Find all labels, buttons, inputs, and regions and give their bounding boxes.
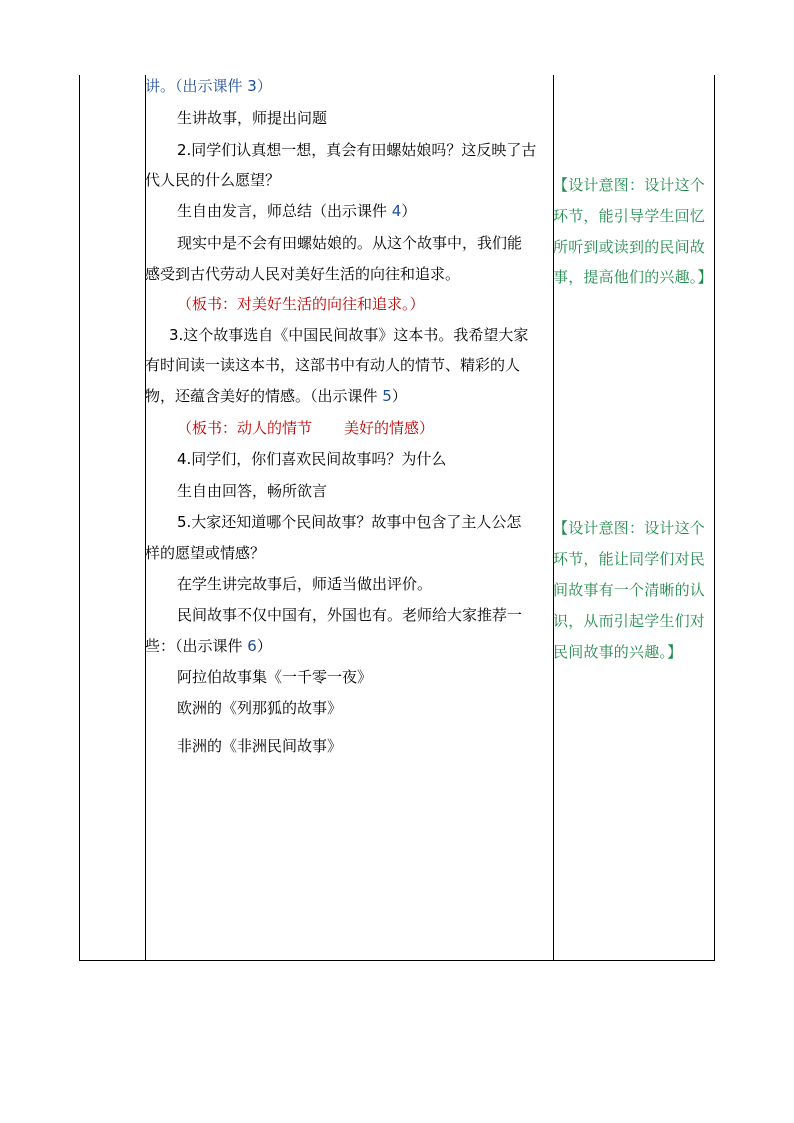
book-recommendation: 欧洲的《列那狐的故事》 [177, 699, 343, 717]
table-column-divider-1 [145, 75, 146, 961]
text-line: 有时间读一读这本书，这部书中有动人的情节、精彩的人 [145, 356, 521, 374]
text-line: 现实中是不会有田螺姑娘的。从这个故事中，我们能 [177, 234, 523, 252]
design-note-line: 环节，能引导学生回忆 [553, 207, 706, 225]
question-2: 2.同学们认真想一想，真会有田螺姑娘吗？这反映了古 [177, 141, 537, 159]
text-line: 代人民的什么愿望？ [145, 171, 281, 189]
text-line: 生自由发言，师总结（出示课件 4） [177, 202, 417, 220]
text-line: 样的愿望或情感？ [145, 544, 266, 562]
text-line: 在学生讲完故事后，师适当做出评价。 [177, 575, 433, 593]
text-line: 讲。（出示课件 3） [145, 77, 272, 95]
design-note-line: 事，提高他们的兴趣。】 [553, 268, 713, 286]
text-line: 感受到古代劳动人民对美好生活的向往和追求。 [145, 265, 461, 283]
design-note-line: 环节，能让同学们对民 [553, 550, 706, 568]
question-3: 3.这个故事选自《中国民间故事》这本书。我希望大家 [169, 326, 529, 344]
text-line: 民间故事不仅中国有，外国也有。老师给大家推荐一 [177, 606, 523, 624]
design-note-line: 间故事有一个清晰的认 [553, 581, 706, 599]
design-note-line: 识，从而引起学生们对 [553, 612, 706, 630]
table-left-border [79, 75, 80, 961]
book-recommendation: 阿拉伯故事集《一千零一夜》 [177, 668, 373, 686]
book-recommendation: 非洲的《非洲民间故事》 [177, 737, 343, 755]
design-note-line: 民间故事的兴趣。】 [553, 643, 683, 661]
text-line: 物，还蕴含美好的情感。（出示课件 5） [145, 387, 407, 405]
question-5: 5.大家还知道哪个民间故事？故事中包含了主人公怎 [177, 513, 522, 531]
text-line: 生自由回答，畅所欲言 [177, 482, 328, 500]
text-line: 些：（出示课件 6） [145, 637, 272, 655]
design-note-line: 【设计意图：设计这个 [553, 519, 706, 537]
table-right-border [714, 75, 715, 961]
table-bottom-border [79, 960, 715, 961]
blackboard-note: （板书：动人的情节 美好的情感） [177, 419, 435, 437]
question-4: 4.同学们，你们喜欢民间故事吗？为什么 [177, 450, 447, 468]
text-line: 生讲故事，师提出问题 [177, 109, 328, 127]
design-note-line: 所听到或读到的民间故 [553, 238, 706, 256]
design-note-line: 【设计意图：设计这个 [553, 176, 706, 194]
blackboard-note: （板书：对美好生活的向往和追求。） [177, 295, 425, 313]
